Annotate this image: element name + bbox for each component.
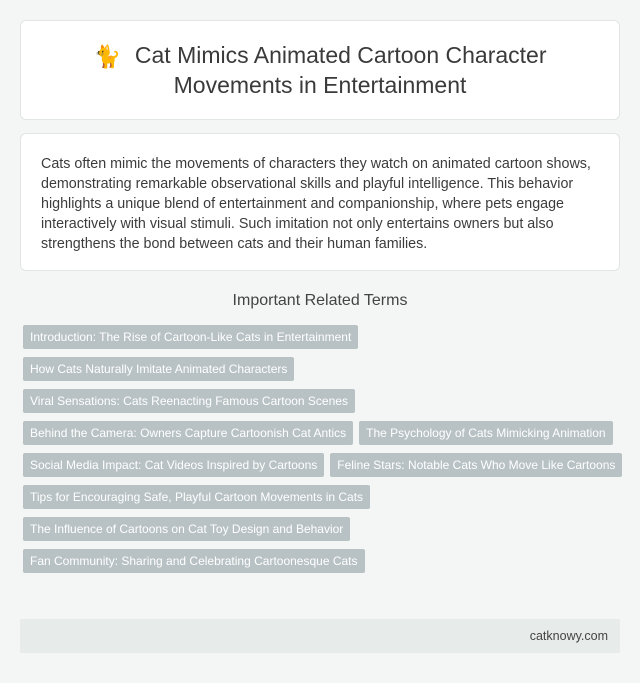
footer [20, 619, 620, 653]
related-term-tag[interactable]: The Influence of Cartoons on Cat Toy Design and Behavior [23, 517, 350, 541]
related-term-tag[interactable]: Social Media Impact: Cat Videos Inspired by Cartoons [23, 453, 324, 477]
related-term-tag[interactable]: Viral Sensations: Cats Reenacting Famous Cartoon Scenes [23, 389, 355, 413]
intro-text: Cats often mimic the movements of characters they watch on animated cartoon shows, demonstrating remarkable observational skills and playful intelligence. This behavior highlights a unique blend of entertainment and companionship, where pets engage interactively with visual stimuli. Such imitation not only entertains owners but also strengthens the bond between cats and their human families. [41, 156, 591, 252]
related-term-tag[interactable]: The Psychology of Cats Mimicking Animation [359, 421, 612, 445]
page-title [60, 41, 580, 100]
related-terms-heading: Important Related Terms [232, 292, 408, 309]
related-term-tag[interactable]: Behind the Camera: Owners Capture Cartoonish Cat Antics [23, 421, 353, 445]
related-term-tag[interactable]: Feline Stars: Notable Cats Who Move Like Cartoons [330, 453, 622, 477]
footer-site-link[interactable]: catknowy.com [529, 629, 608, 643]
related-term-tag[interactable]: Introduction: The Rise of Cartoon-Like Cats in Entertainment [23, 325, 358, 349]
related-term-tag[interactable]: Tips for Encouraging Safe, Playful Cartoon Movements in Cats [23, 485, 370, 509]
cat-icon: 🐈 [93, 43, 121, 69]
related-term-tag[interactable]: Fan Community: Sharing and Celebrating Cartoonesque Cats [23, 549, 365, 573]
intro-card [20, 133, 620, 271]
page-title-text: Cat Mimics Animated Cartoon Character Movements in Entertainment [134, 41, 547, 98]
title-card [20, 20, 620, 120]
related-term-tag[interactable]: How Cats Naturally Imitate Animated Characters [23, 357, 294, 381]
related-terms-list [23, 325, 623, 573]
